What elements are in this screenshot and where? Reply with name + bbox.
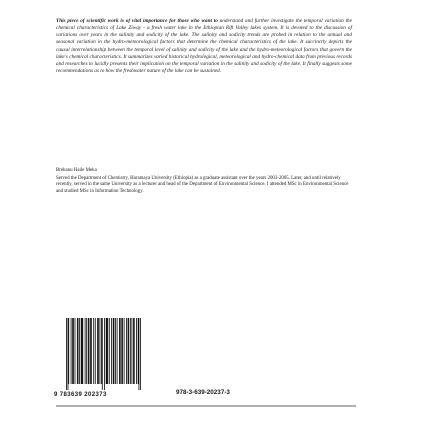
barcode-bar xyxy=(90,318,91,384)
barcode-bar xyxy=(107,318,108,384)
barcode-bar xyxy=(72,318,73,384)
barcode-bar xyxy=(133,318,134,384)
abstract-body: understand and further investigate the temporal variation the chemical characteristics of Lake Ziway - a fresh water lake in the Ethiopian Rift Valley lakes system. It is devoted to the discussion of variations over years in the salinity and sodicity of the lake. The salinity and sodicity trends are probed in relation to the annual and seasonal variation in the hydro-meteorological factors that determine the chemical characteristics of the lake. It succinctly depicts the causal interrelationship between the temporal level of salinity and sodicity of the lake and the hydro-meteorological factors that govern the lake's chemical characteristics. It summarizes varied historical hydrological, meteorological and hydro-chemical data from previous records and researches to lucidly presents their implication on the temporal variation in the salinity and sodicity of the lake. It finally suggests some recommendations as to how the freshwater nature of the lake can be sustained. xyxy=(56,18,352,75)
barcode-bar xyxy=(66,318,67,390)
barcode-bar xyxy=(75,318,76,384)
bottom-divider xyxy=(56,405,356,407)
barcode-bar xyxy=(82,318,83,384)
barcode-bar xyxy=(79,318,80,384)
barcode-bar xyxy=(68,318,69,390)
barcode-bar xyxy=(100,318,101,384)
barcode-bar xyxy=(97,318,98,384)
abstract-paragraph xyxy=(56,18,352,75)
barcode-bar xyxy=(124,318,125,384)
author-name: Brehanu Haile Meka xyxy=(56,168,97,173)
barcode-bar xyxy=(126,318,127,384)
barcode-bar xyxy=(128,318,129,384)
barcode-bar xyxy=(102,318,103,390)
barcode-bar xyxy=(132,318,133,384)
barcode-bar xyxy=(88,318,89,384)
barcode-bar xyxy=(121,318,122,384)
barcode-bar xyxy=(138,318,139,384)
barcode-bar xyxy=(134,318,135,384)
barcode-bar xyxy=(117,318,118,384)
barcode-bar xyxy=(85,318,86,384)
barcode-bar xyxy=(101,318,102,384)
barcode-bar xyxy=(71,318,72,384)
barcode-bar xyxy=(78,318,79,384)
barcode-bars xyxy=(66,318,142,392)
barcode-digits: 9 783639 202373 xyxy=(54,392,107,398)
author-bio-text: Served the Department of Chemistry, Haramaya University (Ethiopia) as a graduate assistant over the years 2003-2005. Later, and until relatively recently, served in the same University as a lecturer and head of the Department of Environmental Science. I attended MSc in Environmental Science and studied MSc in Information Technology. xyxy=(56,175,349,194)
barcode-bar xyxy=(82,318,83,384)
barcode-bar xyxy=(120,318,121,384)
barcode-bar xyxy=(98,318,99,384)
abstract-lead: This piece of scientific work is of vital importance for those who want to xyxy=(56,18,218,24)
barcode-bar xyxy=(73,318,74,384)
barcode-bar xyxy=(109,318,110,384)
barcode-bar xyxy=(86,318,87,384)
barcode-bar xyxy=(104,318,105,390)
barcode-bar xyxy=(111,318,112,384)
barcode-bar xyxy=(91,318,92,384)
barcode-bar xyxy=(115,318,116,384)
barcode-bar xyxy=(119,318,120,384)
barcode-bar xyxy=(128,318,129,384)
barcode-bar xyxy=(130,318,131,384)
barcode-bar xyxy=(122,318,123,384)
barcode-bar xyxy=(93,318,94,384)
barcode-bar xyxy=(113,318,114,384)
barcode-bar xyxy=(77,318,78,384)
barcode-bar xyxy=(114,318,115,384)
author-bio xyxy=(56,168,352,195)
barcode-bar xyxy=(81,318,82,384)
barcode-bar xyxy=(136,318,137,384)
barcode-bar xyxy=(68,318,69,384)
isbn-number: 978-3-639-20237-3 xyxy=(176,389,230,396)
barcode-bar xyxy=(89,318,90,384)
barcode-bar xyxy=(107,318,108,384)
barcode-bar xyxy=(95,318,96,384)
barcode-bar xyxy=(106,318,107,384)
barcode-bar xyxy=(139,318,140,390)
barcode-bar xyxy=(140,318,141,390)
